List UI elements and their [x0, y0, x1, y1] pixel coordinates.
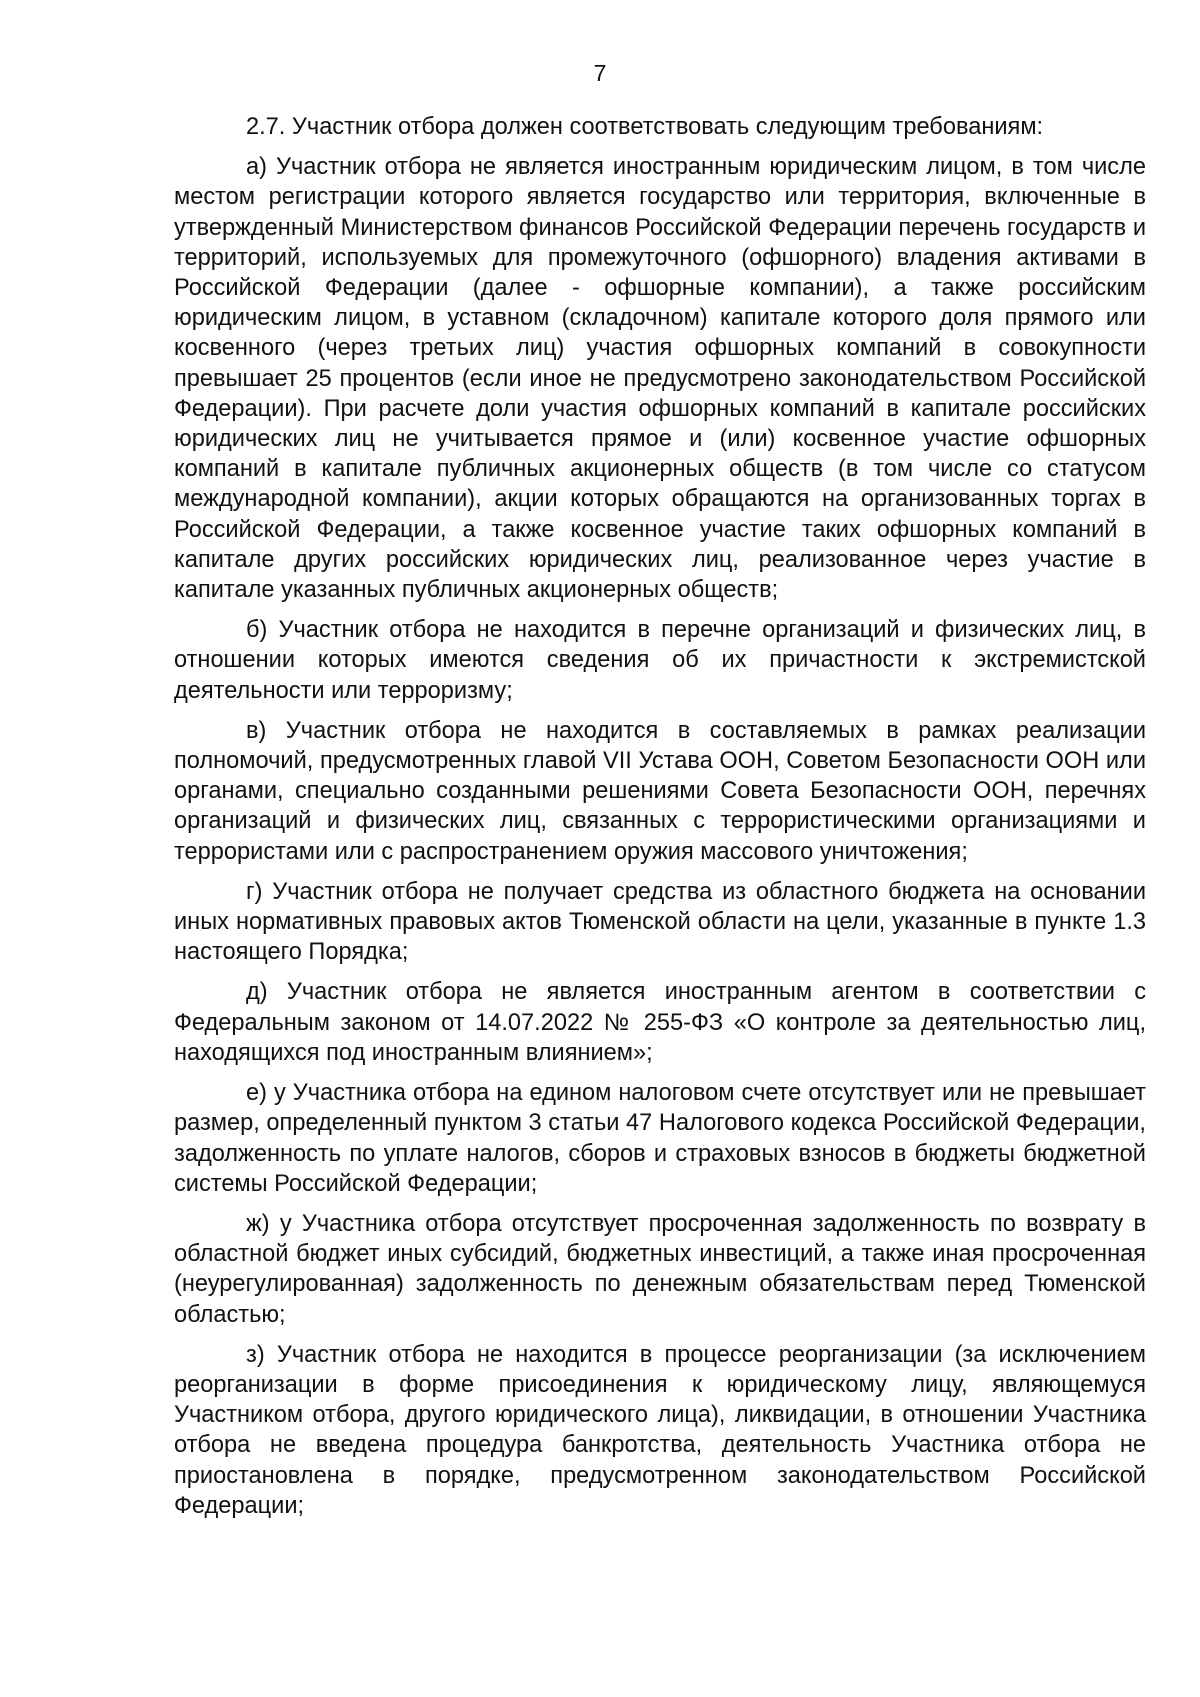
requirement-zh: ж) у Участника отбора отсутствует просроченная задолженность по возврату в областной бюджет иных субсидий, бюджетных инвестиций, а также иная просроченная (неурегулированная) задолженность по денежным обязательствам перед Тюменской областью; — [174, 1210, 1146, 1328]
requirement-d: д) Участник отбора не является иностранным агентом в соответствии с Федеральным законом от 14.07.2022 № 255-ФЗ «О контроле за деятельностью лиц, находящихся под иностранным влиянием»; — [174, 979, 1146, 1066]
requirement-e: е) у Участника отбора на едином налоговом счете отсутствует или не превышает размер, определенный пунктом 3 статьи 47 Налогового кодекса Российской Федерации, задолженность по уплате налогов, сборов и страховых взносов в бюджеты бюджетной системы Российской Федерации; — [174, 1080, 1146, 1197]
requirement-z: з) Участник отбора не находится в процессе реорганизации (за исключением реорганизации в форме присоединения к юридическому лицу, являющемуся Участником отбора, другого юридического лица), ликвидации, в отношении Участника отбора не введена процедура банкротства, деятельность Участника отбора не приостановлена в порядке, предусмотренном законодательством Российской Федерации; — [174, 1341, 1146, 1519]
requirement-b: б) Участник отбора не находится в перечне организаций и физических лиц, в отношении которых имеются сведения об их причастности к экстремистской деятельности или терроризму; — [174, 617, 1146, 704]
page-number: 7 — [593, 60, 607, 86]
document-body — [174, 112, 1146, 1531]
requirement-a: а) Участник отбора не является иностранным юридическим лицом, в том числе местом регистрации которого является государство или территория, включенные в утвержденный Министерством финансов Российской Федерации перечень государств и территорий, используемых для промежуточного (офшорного) владения активами в Российской Федерации (далее - офшорные компании), а также российским юридическим лицом, в уставном (складочном) капитале которого доля прямого или косвенного (через третьих лиц) участия офшорных компаний в совокупности превышает 25 процентов (если иное не предусмотрено законодательством Российской Федерации). При расчете доли участия офшорных компаний в капитале российских юридических лиц не учитывается прямое и (или) косвенное участие офшорных компаний в капитале публичных акционерных обществ (в том числе со статусом международной компании), акции которых обращаются на организованных торгах в Российской Федерации, а также косвенное участие таких офшорных компаний в капитале других российских юридических лиц, реализованное через участие в капитале указанных публичных акционерных обществ; — [174, 154, 1146, 604]
section-heading-2-7: 2.7. Участник отбора должен соответствовать следующим требованиям: — [246, 114, 1044, 140]
requirement-v: в) Участник отбора не находится в составляемых в рамках реализации полномочий, предусмотренных главой VII Устава ООН, Советом Безопасности ООН или органами, специально созданными решениями Совета Безопасности ООН, перечнях организаций и физических лиц, связанных с террористическими организациями и террористами или с распространением оружия массового уничтожения; — [174, 717, 1146, 865]
requirement-g: г) Участник отбора не получает средства из областного бюджета на основании иных нормативных правовых актов Тюменской области на цели, указанные в пункте 1.3 настоящего Порядка; — [174, 878, 1146, 966]
